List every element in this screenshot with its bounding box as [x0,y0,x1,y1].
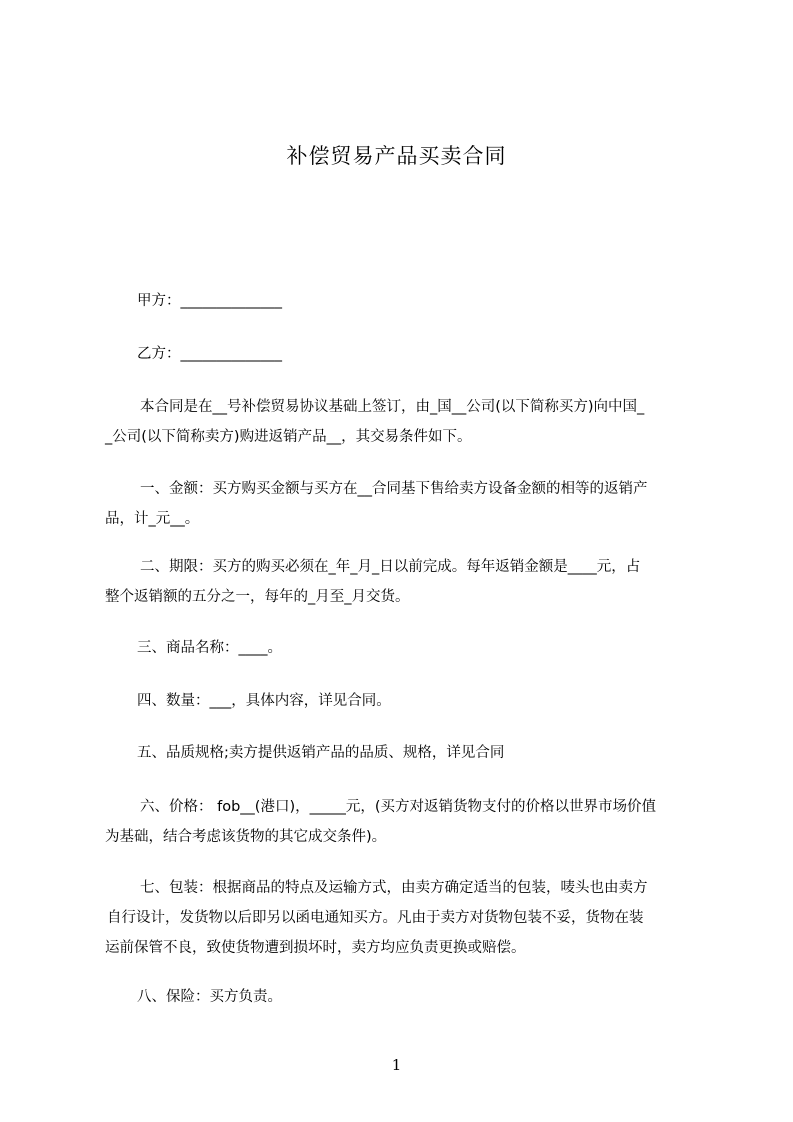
clause-amount: 一、金额：买方购买金额与买方在__合同基下售给卖方设备金额的相等的返销产 品，计_元__。 [105,481,648,527]
party-a-line: 甲方：______________ [137,293,282,309]
clause-packing: 七、包装：根据商品的特点及运输方式，由卖方确定适当的包装，唛头也由卖方 自行设计，发货物以后即另以函电通知买方。凡由于卖方对货物包装不妥，货物在装 运前保管不良，致使货物遭到损坏时，卖方均应负责更换或赔偿。 [105,880,648,956]
party-b-line: 乙方：______________ [137,346,282,362]
clause-quality: 五、品质规格;卖方提供返销产品的品质、规格，详见合同 [137,745,505,761]
page-number: 1 [391,1056,402,1074]
intro-paragraph: 本合同是在__号补偿贸易协议基础上签订，由_国__公司(以下简称买方)向中国_ _公司(以下简称卖方)购进返销产品__，其交易条件如下。 [105,399,645,445]
clause-price: 六、价格： fob__(港口)，_____元，(买方对返销货物支付的价格以世界市场价值 为基础，结合考虑该货物的其它成交条件)。 [105,799,657,845]
document-title: 补偿贸易产品买卖合同 [286,144,507,168]
clause-quantity: 四、数量：___，具体内容，详见合同。 [137,693,391,709]
clause-product-name: 三、商品名称：____。 [137,640,282,656]
clause-period: 二、期限：买方的购买必须在_年_月_日以前完成。每年返销金额是____元，占 整个返销额的五分之一，每年的_月至_月交货。 [105,559,641,605]
clause-insurance: 八、保险：买方负责。 [137,989,282,1005]
